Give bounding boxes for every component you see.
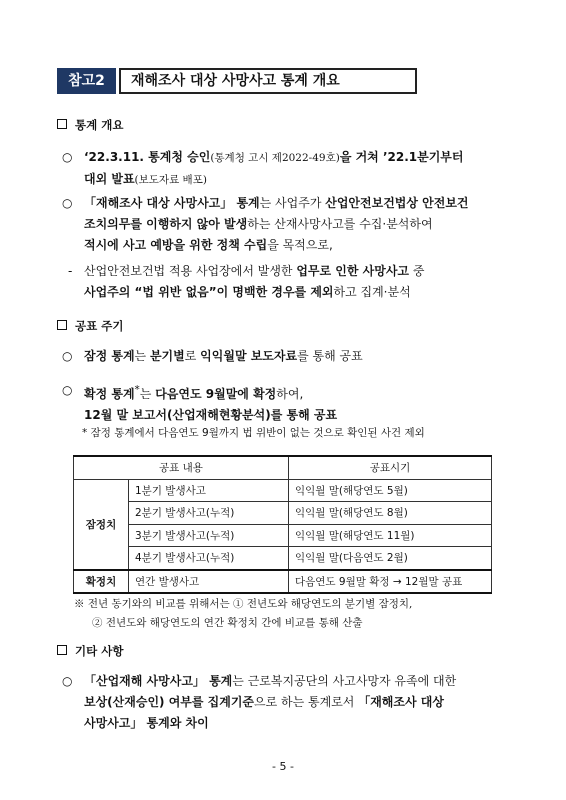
overview-paragraph-3: - 산업안전보건법 적용 사업장에서 발생한 업무로 인한 사망사고 중 사업주의 “법 위반 없음”이 명백한 경우를 제외하고 집계·분석 [68, 261, 518, 303]
row-timing: 익익월 말(다음연도 2월) [289, 547, 492, 570]
row-content: 3분기 발생사고(누적) [129, 524, 289, 547]
checkbox-square-icon [57, 119, 67, 129]
checkbox-square-icon [57, 645, 67, 655]
section-heading-cycle: 공표 주기 [57, 318, 123, 334]
row-content: 1분기 발생사고 [129, 479, 289, 502]
publication-schedule-table [73, 455, 492, 594]
section-heading-overview: 통계 개요 [57, 117, 123, 133]
section-heading-other: 기타 사항 [57, 643, 123, 659]
other-paragraph-1: ○ 「산업재해 사망사고」 통계는 근로복지공단의 사고사망자 유족에 대한 보상(산재승인) 여부를 집계기준으로 하는 통계로서 「재해조사 대상 사망사고」 통계와 차이 [62, 671, 512, 734]
group-label-provisional: 잠정치 [74, 479, 129, 570]
table-row [74, 547, 492, 570]
table-header-row [74, 456, 492, 479]
bullet: ○ [62, 150, 73, 164]
row-content: 4분기 발생사고(누적) [129, 547, 289, 570]
cycle-paragraph-2: ○ 확정 통계*는 다음연도 9월말에 확정하여, 12월 말 보고서(산업재해현황분석)를 통해 공표 [62, 380, 512, 426]
table-row [74, 479, 492, 502]
bullet: ○ [62, 674, 73, 688]
reference-header [57, 68, 512, 94]
table-row [74, 524, 492, 547]
dash-bullet: - [68, 264, 73, 278]
bullet: ○ [62, 196, 73, 210]
comparison-note [74, 595, 412, 633]
group-label-final: 확정치 [74, 570, 129, 594]
row-timing: 다음연도 9월말 확정 → 12월말 공표 [289, 570, 492, 594]
overview-paragraph-2: ○ 「재해조사 대상 사망사고」 통계는 사업주가 산업안전보건법상 안전보건 조치의무를 이행하지 않아 발생하는 산재사망사고를 수집·분석하여 적시에 사고 예방을 위한 정책 수립을 목적으로, [62, 193, 512, 256]
comparison-note-line-2: ② 전년도와 해당연도의 연간 확정치 간에 비교를 통해 산출 [92, 617, 363, 629]
footnote-provisional: * 잠정 통계에서 다음연도 9월까지 법 위반이 없는 것으로 확인된 사건 제외 [82, 427, 425, 439]
cycle-paragraph-1: ○ 잠정 통계는 분기별로 익익월말 보도자료를 통해 공표 [62, 346, 512, 367]
overview-paragraph-1: ○ ‘22.3.11. 통계청 승인(통계청 고시 제2022-49호)을 거쳐 ’22.1분기부터 대외 발표(보도자료 배포) [62, 147, 512, 191]
table-header-content: 공표 내용 [74, 456, 289, 479]
table-row [74, 570, 492, 594]
row-timing: 익익월 말(해당연도 8월) [289, 502, 492, 525]
reference-title: 재해조사 대상 사망사고 통계 개요 [119, 68, 417, 94]
row-timing: 익익월 말(해당연도 5월) [289, 479, 492, 502]
table-header-timing: 공표시기 [289, 456, 492, 479]
table-row [74, 502, 492, 525]
row-timing: 익익월 말(해당연도 11월) [289, 524, 492, 547]
page-number: - 5 - [272, 760, 294, 773]
checkbox-square-icon [57, 320, 67, 330]
comparison-note-line-1: ※ 전년 동기와의 비교를 위해서는 ① 전년도와 해당연도의 분기별 잠정치, [74, 598, 413, 610]
reference-tag: 참고2 [57, 68, 116, 94]
row-content: 2분기 발생사고(누적) [129, 502, 289, 525]
row-content: 연간 발생사고 [129, 570, 289, 594]
bullet: ○ [62, 383, 73, 397]
bullet: ○ [62, 349, 73, 363]
